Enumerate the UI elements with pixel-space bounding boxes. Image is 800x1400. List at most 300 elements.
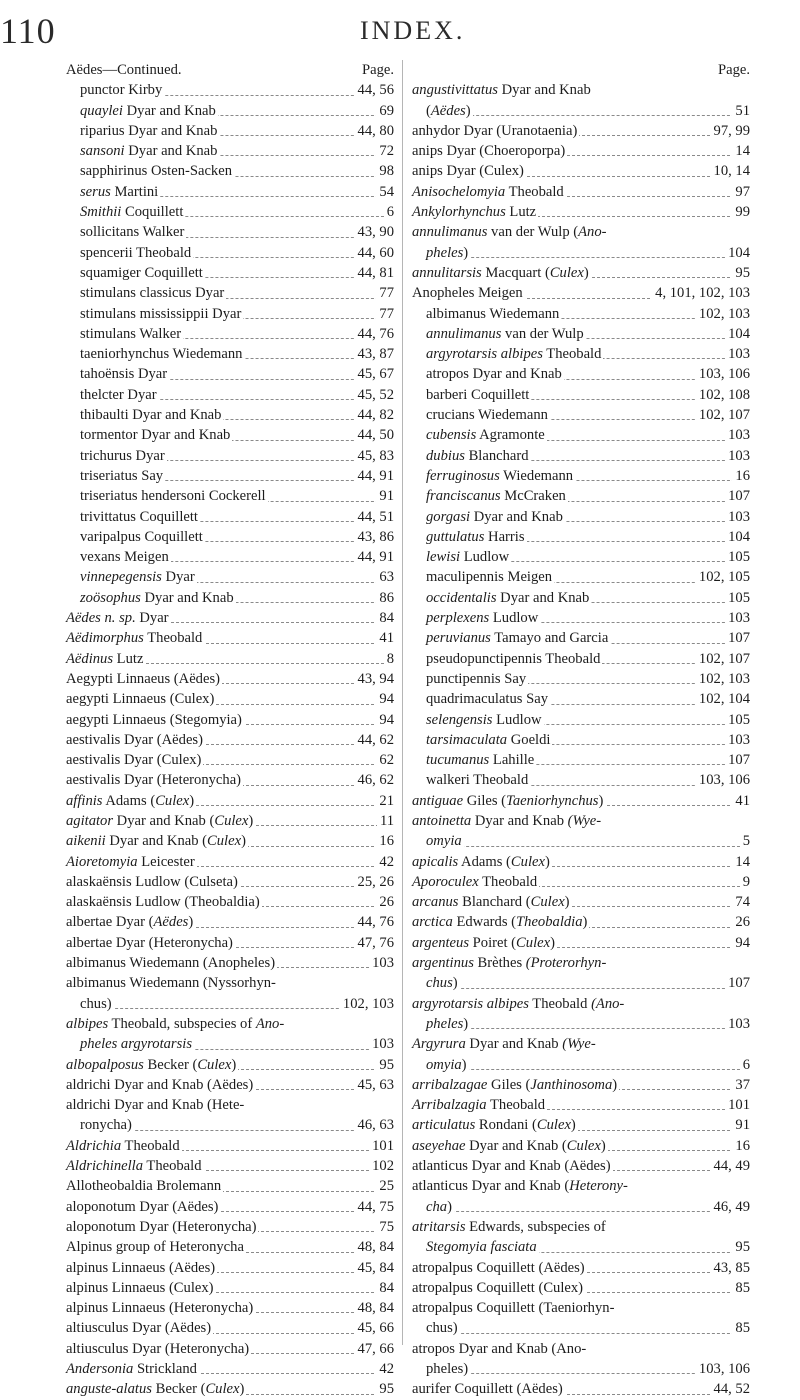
entry-name: tormentor Dyar and Knab — [80, 427, 231, 444]
entry-name: punctipennis Say — [426, 670, 527, 687]
entry-name: thelcter Dyar — [80, 386, 157, 403]
index-entry — [66, 669, 394, 689]
index-entry — [412, 1176, 750, 1196]
entry-page-reference: 47, 66 — [355, 1339, 394, 1359]
index-entry — [412, 730, 750, 750]
index-entry — [412, 425, 750, 445]
entry-page-reference: 102, 107 — [696, 649, 750, 669]
entry-page-reference: 103 — [725, 730, 750, 750]
entry-page-reference: 98 — [376, 161, 394, 181]
index-entry — [66, 750, 394, 770]
entry-name: cubensis Agramonte — [426, 427, 545, 444]
index-entry — [412, 953, 750, 973]
entry-page-reference: 44, 82 — [355, 405, 394, 425]
index-entry — [66, 852, 394, 872]
entry-name: albertae Dyar (Heteronycha) — [66, 934, 233, 951]
entry-page-reference: 104 — [725, 243, 750, 263]
page-column-label: Page. — [361, 62, 394, 78]
entry-name: atlanticus Dyar and Knab (Heterony- — [412, 1178, 628, 1195]
entry-page-reference: 105 — [725, 710, 750, 730]
entry-name: angustivittatus Dyar and Knab — [412, 82, 591, 99]
index-entry — [66, 243, 394, 263]
entry-page-reference: 103 — [725, 608, 750, 628]
index-entry — [412, 1136, 750, 1156]
entry-page-reference: 103 — [369, 953, 394, 973]
entry-name: arcanus Blanchard (Culex) — [412, 894, 570, 911]
index-entry — [412, 385, 750, 405]
index-entry — [66, 80, 394, 100]
entry-page-reference: 41 — [376, 628, 394, 648]
index-entry — [412, 101, 750, 121]
entry-page-reference: 101 — [369, 1136, 394, 1156]
entry-name: Ankylorhynchus Lutz — [412, 204, 537, 221]
entry-page-reference: 105 — [725, 547, 750, 567]
index-entry — [412, 608, 750, 628]
index-entry — [66, 1136, 394, 1156]
entry-name: aldrichi Dyar and Knab (Hete- — [66, 1097, 245, 1114]
entry-name: stimulans Walker — [80, 325, 182, 342]
entry-name: alaskaënsis Ludlow (Theobaldia) — [66, 894, 260, 911]
entry-name: punctor Kirby — [80, 82, 163, 99]
entry-name: aldrichi Dyar and Knab (Aëdes) — [66, 1076, 254, 1093]
index-entry — [412, 994, 750, 1014]
entry-name: trichurus Dyar — [80, 447, 165, 464]
entry-page-reference: 43, 90 — [355, 222, 394, 242]
index-entry — [66, 486, 394, 506]
entry-page-reference: 43, 85 — [711, 1258, 750, 1278]
entry-name: antoinetta Dyar and Knab (Wye- — [412, 812, 602, 829]
entry-name: triseriatus Say — [80, 467, 164, 484]
dot-leader — [426, 846, 750, 847]
entry-name: tucumanus Lahille — [426, 752, 535, 769]
entry-page-reference: 46, 49 — [711, 1197, 750, 1217]
entry-name: atropos Dyar and Knab — [426, 366, 562, 383]
entry-name: ferruginosus Wiedemann — [426, 467, 574, 484]
entry-name: ronycha) — [80, 1117, 132, 1134]
index-entry — [66, 567, 394, 587]
entry-page-reference: 9 — [740, 872, 750, 892]
entry-name: Aegypti Linnaeus (Aëdes) — [66, 670, 220, 687]
entry-page-reference: 84 — [376, 1278, 394, 1298]
entry-page-reference: 10, 14 — [711, 161, 750, 181]
entry-name: riparius Dyar and Knab — [80, 122, 218, 139]
entry-page-reference: 44, 60 — [355, 243, 394, 263]
entry-name: vexans Meigen — [80, 549, 169, 566]
entry-name: Argyrura Dyar and Knab (Wye- — [412, 1036, 596, 1053]
entry-page-reference: 42 — [376, 1359, 394, 1379]
dot-leader — [426, 257, 750, 258]
entry-page-reference: 44, 56 — [355, 80, 394, 100]
index-entry — [412, 324, 750, 344]
entry-name: albipes Theobald, subspecies of Ano- — [66, 1015, 285, 1032]
entry-name: articulatus Rondani (Culex) — [412, 1117, 576, 1134]
index-entry — [412, 669, 750, 689]
entry-name: aloponotum Dyar (Aëdes) — [66, 1198, 219, 1215]
entry-page-reference: 103, 106 — [696, 1359, 750, 1379]
entry-page-reference: 103 — [725, 344, 750, 364]
entry-page-reference: 97, 99 — [711, 121, 750, 141]
entry-page-reference: 44, 81 — [355, 263, 394, 283]
index-entry — [66, 425, 394, 445]
index-entry — [412, 1014, 750, 1034]
page-column-label: Page. — [717, 62, 750, 78]
index-entry — [66, 608, 394, 628]
entry-name: chus) — [426, 975, 458, 992]
entry-name: affinis Adams (Culex) — [66, 792, 195, 809]
index-entry — [66, 628, 394, 648]
entry-name: serus Martini — [80, 183, 159, 200]
entry-name: aestivalis Dyar (Heteronycha) — [66, 772, 242, 789]
entry-page-reference: 102 — [369, 1156, 394, 1176]
index-entry — [412, 547, 750, 567]
index-entry — [412, 933, 750, 953]
entry-page-reference: 102, 103 — [696, 304, 750, 324]
entry-name: aloponotum Dyar (Heteronycha) — [66, 1218, 257, 1235]
index-entry — [66, 364, 394, 384]
entry-name: altiusculus Dyar (Aëdes) — [66, 1320, 212, 1337]
entry-page-reference: 44, 52 — [711, 1379, 750, 1399]
entry-name: quaylei Dyar and Knab — [80, 102, 216, 119]
index-entry — [66, 892, 394, 912]
entry-name: pheles) — [426, 1015, 469, 1032]
entry-name: atlanticus Dyar and Knab (Aëdes) — [412, 1158, 611, 1175]
entry-page-reference: 62 — [376, 750, 394, 770]
index-entry — [66, 933, 394, 953]
left-column-heading — [66, 60, 394, 80]
index-entry — [66, 689, 394, 709]
entry-name: argyrotarsis albipes Theobald (Ano- — [412, 995, 625, 1012]
entry-page-reference: 77 — [376, 304, 394, 324]
entry-page-reference: 44, 76 — [355, 912, 394, 932]
entry-name: crucians Wiedemann — [426, 407, 548, 424]
entry-name: Arribalzagia Theobald — [412, 1097, 546, 1114]
entry-name: albimanus Wiedemann — [426, 305, 560, 322]
index-column-right — [412, 60, 750, 1400]
entry-page-reference: 46, 62 — [355, 770, 394, 790]
entry-name: perplexens Ludlow — [426, 610, 539, 627]
entry-page-reference: 94 — [376, 710, 394, 730]
entry-name: albertae Dyar (Aëdes) — [66, 914, 194, 931]
entry-page-reference: 48, 84 — [355, 1298, 394, 1318]
entry-page-reference: 72 — [376, 141, 394, 161]
index-entry — [66, 324, 394, 344]
entry-page-reference: 11 — [377, 811, 394, 831]
index-entry — [412, 912, 750, 932]
entry-name: lewisi Ludlow — [426, 549, 510, 566]
index-entry — [66, 973, 394, 993]
entry-name: aseyehae Dyar and Knab (Culex) — [412, 1137, 606, 1154]
index-entry — [412, 466, 750, 486]
dot-leader — [426, 988, 750, 989]
index-entry — [412, 689, 750, 709]
index-entry — [66, 385, 394, 405]
entry-page-reference: 26 — [376, 892, 394, 912]
index-entry — [66, 649, 394, 669]
entry-name: argyrotarsis albipes Theobald — [426, 346, 602, 363]
entry-page-reference: 44, 80 — [355, 121, 394, 141]
entry-page-reference: 95 — [376, 1055, 394, 1075]
index-entry — [66, 446, 394, 466]
entry-page-reference: 14 — [732, 141, 750, 161]
index-entry — [66, 872, 394, 892]
entry-name: pheles) — [426, 244, 469, 261]
entry-page-reference: 84 — [376, 608, 394, 628]
entry-name: occidentalis Dyar and Knab — [426, 589, 590, 606]
index-entry — [412, 161, 750, 181]
index-entry — [66, 1095, 394, 1115]
entry-page-reference: 107 — [725, 973, 750, 993]
entry-page-reference: 102, 103 — [340, 994, 394, 1014]
index-entry — [66, 1014, 394, 1034]
entry-name: peruvianus Tamayo and Garcia — [426, 630, 609, 647]
index-entry — [412, 80, 750, 100]
entry-name: spencerii Theobald — [80, 244, 192, 261]
index-entry — [412, 1237, 750, 1257]
index-entry — [66, 1176, 394, 1196]
index-entry — [66, 405, 394, 425]
entry-page-reference: 41 — [732, 791, 750, 811]
index-entry — [66, 304, 394, 324]
index-entry — [66, 1379, 394, 1399]
index-entry — [66, 730, 394, 750]
index-entry — [66, 1359, 394, 1379]
entry-name: albimanus Wiedemann (Anopheles) — [66, 955, 276, 972]
right-column-heading — [412, 60, 750, 80]
index-entry — [412, 1075, 750, 1095]
index-entry — [66, 912, 394, 932]
entry-page-reference: 25, 26 — [355, 872, 394, 892]
index-entry — [412, 770, 750, 790]
index-entry — [412, 222, 750, 242]
index-entry — [412, 811, 750, 831]
index-entry — [412, 588, 750, 608]
entry-page-reference: 45, 66 — [355, 1318, 394, 1338]
entry-name: gorgasi Dyar and Knab — [426, 508, 563, 525]
entry-page-reference: 91 — [376, 486, 394, 506]
index-entry — [66, 507, 394, 527]
entry-name: sollicitans Walker — [80, 224, 185, 241]
entry-page-reference: 6 — [384, 202, 394, 222]
index-entry — [66, 1339, 394, 1359]
entry-name: arribalzagae Giles (Janthinosoma) — [412, 1076, 618, 1093]
entry-name: barberi Coquillett — [426, 386, 530, 403]
entry-page-reference: 4, 101, 102, 103 — [652, 283, 750, 303]
entry-page-reference: 45, 67 — [355, 364, 394, 384]
entry-page-reference: 14 — [732, 852, 750, 872]
entry-page-reference: 101 — [725, 1095, 750, 1115]
index-entry — [412, 1095, 750, 1115]
entry-page-reference: 77 — [376, 283, 394, 303]
entry-page-reference: 25 — [376, 1176, 394, 1196]
entry-name: thibaulti Dyar and Knab — [80, 407, 222, 424]
entry-name: aestivalis Dyar (Aëdes) — [66, 731, 203, 748]
entry-page-reference: 51 — [732, 101, 750, 121]
index-entry — [66, 161, 394, 181]
entry-page-reference: 74 — [732, 892, 750, 912]
index-entry — [66, 101, 394, 121]
index-entry — [66, 141, 394, 161]
entry-name: Aioretomyia Leicester — [66, 853, 195, 870]
entry-page-reference: 95 — [376, 1379, 394, 1399]
entry-name: anguste-alatus Becker (Culex) — [66, 1381, 245, 1398]
index-entry — [412, 628, 750, 648]
entry-name: argentinus Brèthes (Proterorhyn- — [412, 955, 607, 972]
index-entry — [412, 202, 750, 222]
entry-page-reference: 85 — [732, 1278, 750, 1298]
index-entry — [412, 263, 750, 283]
index-entry — [412, 852, 750, 872]
index-entry — [412, 1258, 750, 1278]
index-entry — [412, 567, 750, 587]
dot-leader — [426, 1333, 750, 1334]
index-entry — [66, 710, 394, 730]
entry-page-reference: 6 — [740, 1055, 750, 1075]
entry-page-reference: 54 — [376, 182, 394, 202]
entry-name: aurifer Coquillett (Aëdes) — [412, 1381, 563, 1398]
entry-page-reference: 44, 49 — [711, 1156, 750, 1176]
entry-page-reference: 44, 91 — [355, 547, 394, 567]
entry-name: altiusculus Dyar (Heteronycha) — [66, 1340, 250, 1357]
index-entry — [412, 1278, 750, 1298]
index-entry — [66, 1197, 394, 1217]
entry-name: Smithii Coquillett — [80, 204, 184, 221]
entry-page-reference: 46, 63 — [355, 1115, 394, 1135]
entry-page-reference: 107 — [725, 628, 750, 648]
continued-heading: Aëdes—Continued. — [66, 62, 182, 78]
dot-leader — [426, 1211, 750, 1212]
entry-name: anhydor Dyar (Uranotaenia) — [412, 122, 578, 139]
index-entry — [66, 811, 394, 831]
index-entry — [412, 1156, 750, 1176]
entry-name: pheles) — [426, 1361, 469, 1377]
index-entry — [412, 973, 750, 993]
entry-page-reference: 69 — [376, 101, 394, 121]
index-entry — [412, 710, 750, 730]
entry-page-reference: 45, 84 — [355, 1258, 394, 1278]
index-entry — [66, 527, 394, 547]
entry-name: cha) — [426, 1198, 452, 1215]
entry-page-reference: 107 — [725, 486, 750, 506]
entry-page-reference: 103 — [725, 1014, 750, 1034]
entry-name: argenteus Poiret (Culex) — [412, 934, 555, 951]
entry-name: maculipennis Meigen — [426, 569, 553, 586]
entry-name: aegypti Linnaeus (Culex) — [66, 691, 215, 708]
entry-page-reference: 102, 108 — [696, 385, 750, 405]
entry-name: alpinus Linnaeus (Heteronycha) — [66, 1300, 254, 1317]
entry-name: arctica Edwards (Theobaldia) — [412, 914, 588, 931]
entry-name: aegypti Linnaeus (Stegomyia) — [66, 711, 242, 728]
entry-name: pseudopunctipennis Theobald — [426, 650, 601, 667]
page-header — [0, 10, 800, 50]
entry-page-reference: 16 — [376, 831, 394, 851]
entry-page-reference: 44, 76 — [355, 324, 394, 344]
entry-name: quadrimaculatus Say — [426, 691, 548, 708]
index-entry — [412, 750, 750, 770]
index-entry — [412, 1318, 750, 1338]
index-entry — [412, 1339, 750, 1359]
index-entry — [66, 1298, 394, 1318]
entry-name: anips Dyar (Choeroporpa) — [412, 143, 566, 160]
dot-leader — [426, 115, 750, 116]
entry-page-reference: 99 — [732, 202, 750, 222]
entry-page-reference: 91 — [732, 1115, 750, 1135]
index-entry — [66, 1258, 394, 1278]
entry-page-reference: 16 — [732, 1136, 750, 1156]
entry-page-reference: 48, 84 — [355, 1237, 394, 1257]
entry-name: alpinus Linnaeus (Culex) — [66, 1279, 214, 1296]
entry-page-reference: 102, 105 — [696, 567, 750, 587]
entry-name: tahoënsis Dyar — [80, 366, 168, 383]
index-entry — [412, 892, 750, 912]
index-entry — [412, 1034, 750, 1054]
index-entry — [66, 202, 394, 222]
index-entry — [412, 1115, 750, 1135]
entry-name: stimulans classicus Dyar — [80, 285, 225, 302]
entry-page-reference: 44, 50 — [355, 425, 394, 445]
index-entry — [412, 344, 750, 364]
entry-page-reference: 75 — [376, 1217, 394, 1237]
entry-name: Andersonia Strickland — [66, 1361, 197, 1377]
entry-name: dubius Blanchard — [426, 447, 529, 464]
index-entry — [66, 953, 394, 973]
index-entry — [66, 1034, 394, 1054]
entry-name: Anopheles Meigen — [412, 285, 523, 302]
entry-name: Stegomyia fasciata — [426, 1239, 537, 1256]
index-entry — [412, 649, 750, 669]
entry-page-reference: 97 — [732, 182, 750, 202]
entry-name: atropalpus Coquillett (Culex) — [412, 1279, 584, 1296]
entry-page-reference: 42 — [376, 852, 394, 872]
entry-name: selengensis Ludlow — [426, 711, 542, 728]
index-entry — [66, 283, 394, 303]
entry-name: aikenii Dyar and Knab (Culex) — [66, 833, 246, 850]
entry-page-reference: 45, 83 — [355, 446, 394, 466]
entry-name: annulitarsis Macquart (Culex) — [412, 264, 589, 281]
entry-page-reference: 102, 103 — [696, 669, 750, 689]
entry-page-reference: 104 — [725, 324, 750, 344]
entry-page-reference: 103, 106 — [696, 770, 750, 790]
entry-page-reference: 47, 76 — [355, 933, 394, 953]
index-entry — [66, 1318, 394, 1338]
index-entry — [66, 1055, 394, 1075]
entry-name: squamiger Coquillett — [80, 264, 203, 281]
entry-name: sansoni Dyar and Knab — [80, 143, 218, 160]
entry-name: chus) — [80, 995, 112, 1012]
dot-leader — [426, 1069, 750, 1070]
entry-page-reference: 95 — [732, 1237, 750, 1257]
entry-page-reference: 104 — [725, 527, 750, 547]
entry-name: annulimanus van der Wulp (Ano- — [412, 224, 607, 241]
entry-name: atritarsis Edwards, subspecies of — [412, 1218, 606, 1235]
index-entry — [412, 243, 750, 263]
index-entry — [66, 588, 394, 608]
entry-page-reference: 44, 51 — [355, 507, 394, 527]
index-entry — [412, 1298, 750, 1318]
entry-page-reference: 102, 104 — [696, 689, 750, 709]
entry-name: taeniorhynchus Wiedemann — [80, 346, 243, 363]
index-entry — [66, 1217, 394, 1237]
entry-name: tarsimaculata Goeldi — [426, 731, 551, 748]
index-entry — [66, 466, 394, 486]
index-entry — [66, 831, 394, 851]
entry-name: pheles argyrotarsis — [80, 1036, 193, 1053]
index-column-left — [66, 60, 394, 1400]
entry-page-reference: 8 — [384, 649, 394, 669]
entry-name: Anisochelomyia Theobald — [412, 183, 564, 200]
entry-name: guttulatus Harris — [426, 528, 525, 545]
index-entry — [412, 1359, 750, 1379]
index-entry — [66, 344, 394, 364]
